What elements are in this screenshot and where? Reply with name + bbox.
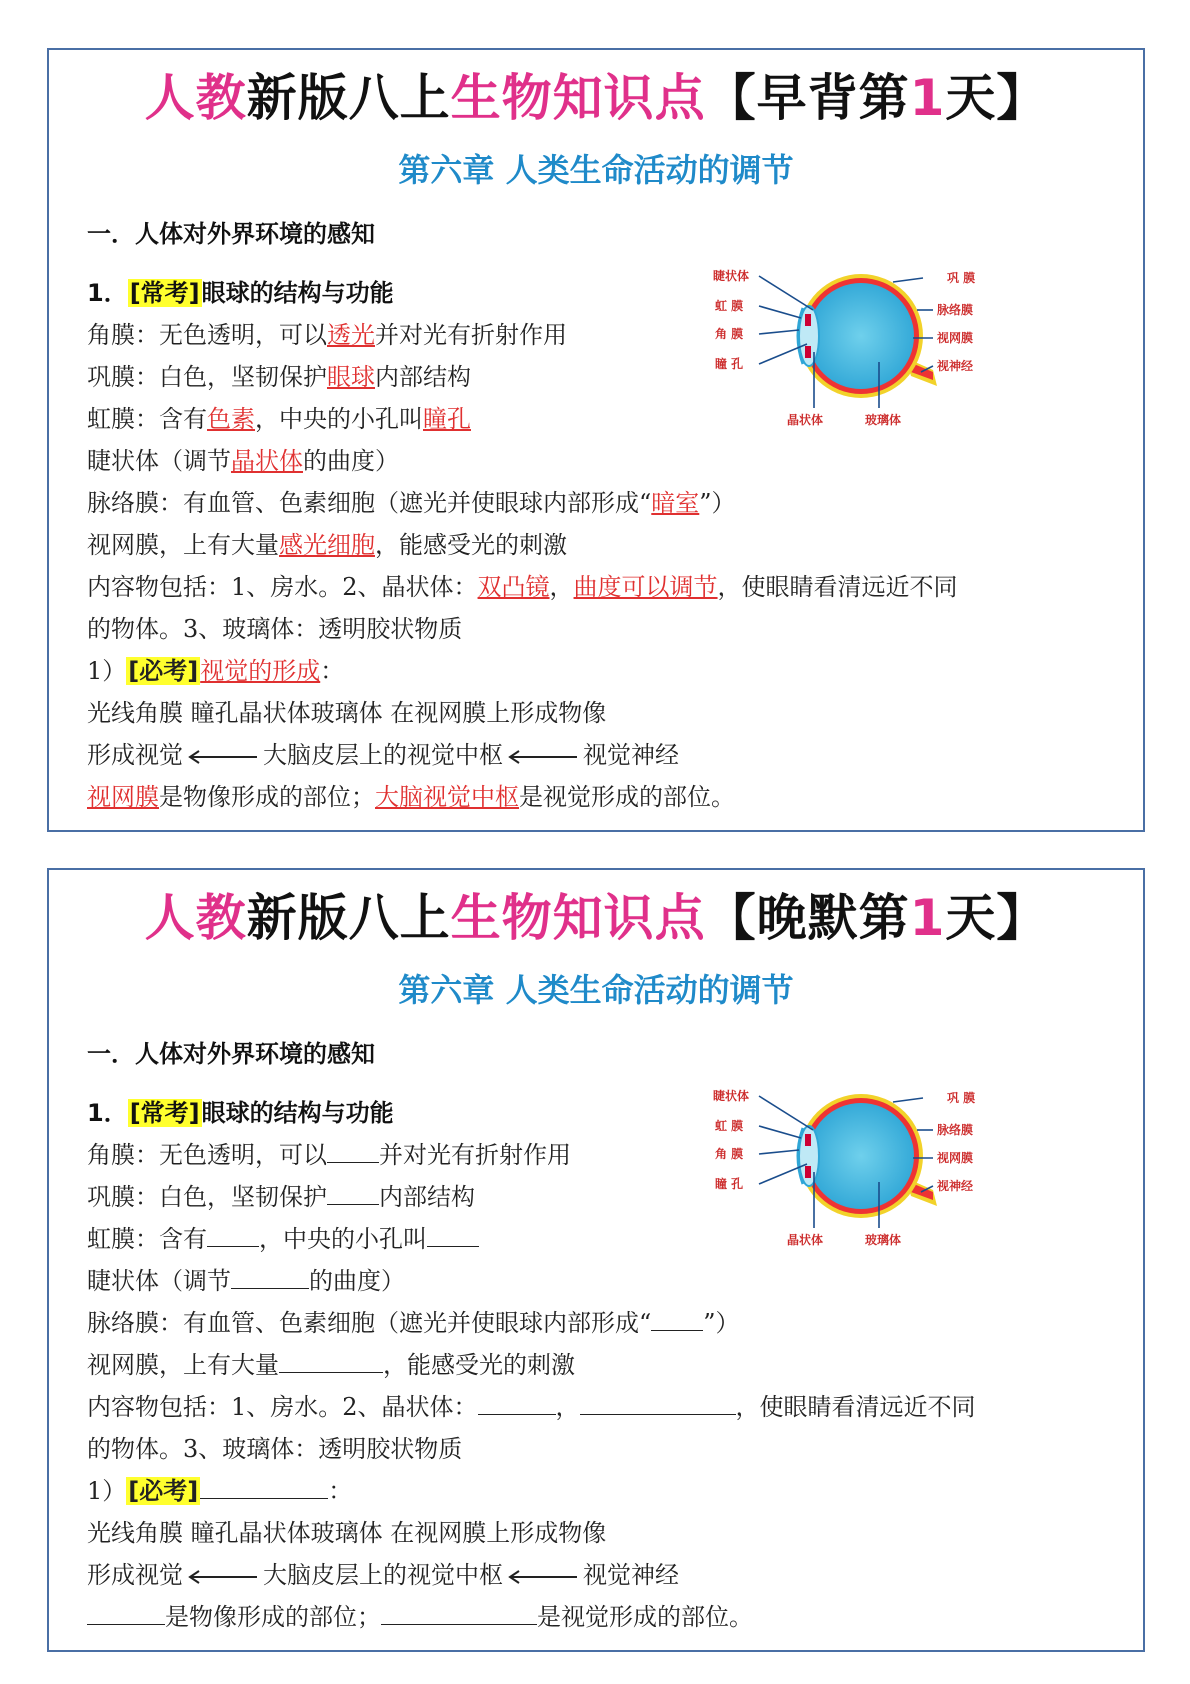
line-cornea	[87, 314, 1123, 356]
line-retina	[87, 524, 1123, 566]
evening-card	[47, 868, 1145, 1652]
answer: 视觉的形成	[200, 657, 321, 685]
text: ，	[555, 1393, 580, 1421]
answer: 晶状体	[231, 447, 303, 475]
text: 1）	[87, 657, 127, 685]
answer: 双凸镜	[477, 573, 550, 601]
answer-blank[interactable]	[651, 1308, 703, 1331]
label-ciliary: 睫状体	[713, 1089, 750, 1103]
left-arrow-icon	[507, 1570, 579, 1584]
text: 内容物包括：1、房水。2、晶状体：	[87, 1393, 478, 1421]
title-part: 生物知识点	[450, 69, 706, 127]
chapter-subtitle: 第六章 人类生命活动的调节	[398, 971, 794, 1009]
line-vision-path	[87, 1554, 1123, 1596]
left-arrow-icon	[187, 750, 259, 764]
text: 1．	[87, 1099, 128, 1127]
label-cornea: 角 膜	[715, 1147, 744, 1161]
text: 虹膜：含有	[87, 1225, 207, 1253]
answer-blank[interactable]	[427, 1224, 479, 1247]
label-sclera: 巩 膜	[947, 271, 976, 285]
line-vision-path	[87, 734, 1123, 776]
line-contents-cont: 的物体。3、玻璃体：透明胶状物质	[87, 1435, 463, 1463]
answer: 眼球	[327, 363, 375, 391]
left-arrow-icon	[187, 1570, 259, 1584]
text: 视网膜，上有大量	[87, 1351, 279, 1379]
text: ，中央的小孔叫	[259, 1225, 427, 1253]
morning-card	[47, 48, 1145, 832]
answer: 大脑视觉中枢	[375, 783, 519, 811]
text: 并对光有折射作用	[375, 321, 567, 349]
text: 视觉神经	[583, 741, 679, 769]
text: 内容物包括：1、房水。2、晶状体：	[87, 573, 478, 601]
chapter-subtitle: 第六章 人类生命活动的调节	[398, 151, 794, 189]
answer-blank[interactable]	[327, 1182, 379, 1205]
text: 眼球的结构与功能	[201, 279, 394, 307]
tag-highlight: [常考]	[129, 279, 200, 307]
line-contents	[87, 1386, 1123, 1428]
text: ，	[549, 573, 574, 601]
title-part: 人教	[144, 889, 247, 947]
title-part: 新版八上	[246, 889, 451, 947]
content-lines	[87, 272, 1123, 818]
label-iris: 虹 膜	[715, 299, 744, 313]
answer-blank[interactable]	[327, 1140, 379, 1163]
line-contents	[87, 566, 1123, 608]
text: 的曲度）	[309, 1267, 405, 1295]
text: 是视觉形成的部位。	[519, 783, 735, 811]
line-iris	[87, 398, 1123, 440]
line-retina	[87, 1344, 1123, 1386]
line-contents-cont: 的物体。3、玻璃体：透明胶状物质	[87, 615, 463, 643]
text: 睫状体（调节	[87, 1267, 231, 1295]
title-part: 生物知识点	[450, 889, 706, 947]
tag-highlight: [必考]	[128, 657, 199, 685]
section-heading: 一．人体对外界环境的感知	[87, 220, 375, 248]
title-part: 人教	[144, 69, 247, 127]
content-lines	[87, 1092, 1123, 1638]
label-optic-nerve: 视神经	[937, 359, 974, 373]
text: 大脑皮层上的视觉中枢	[263, 741, 503, 769]
answer-blank[interactable]	[200, 1476, 328, 1499]
answer: 色素	[207, 405, 255, 433]
line-cornea	[87, 1134, 1123, 1176]
title-part: 【晚默第	[705, 889, 910, 947]
text: 巩膜：白色，坚韧保护	[87, 363, 327, 391]
text: ，能感受光的刺激	[383, 1351, 575, 1379]
line-summary	[87, 776, 1123, 818]
answer: 视网膜	[87, 783, 159, 811]
answer-blank[interactable]	[478, 1392, 556, 1415]
text: 角膜：无色透明，可以	[87, 321, 327, 349]
text: 是物像形成的部位；	[159, 783, 375, 811]
text: 脉络膜：有血管、色素细胞（遮光并使眼球内部形成“	[87, 489, 652, 517]
card-title	[49, 66, 1143, 130]
label-sclera: 巩 膜	[947, 1091, 976, 1105]
question-heading	[87, 1092, 1123, 1134]
label-ciliary: 睫状体	[713, 269, 750, 283]
text: 并对光有折射作用	[379, 1141, 571, 1169]
line-vision-heading	[87, 650, 1123, 692]
title-part: 新版八上	[246, 69, 451, 127]
text: ：	[320, 657, 345, 685]
label-pupil: 瞳 孔	[715, 357, 744, 371]
title-part: 【早背第	[705, 69, 910, 127]
answer-blank[interactable]	[279, 1350, 383, 1373]
card-title	[49, 886, 1143, 950]
title-part: 天】	[945, 69, 1048, 127]
label-vitreous: 玻璃体	[865, 1233, 902, 1247]
text: 视网膜，上有大量	[87, 531, 279, 559]
line-ciliary	[87, 440, 1123, 482]
text: ”）	[699, 489, 736, 517]
title-part: 1	[909, 889, 946, 947]
line-light-path: 光线角膜 瞳孔晶状体玻璃体 在视网膜上形成物像	[87, 1519, 607, 1547]
answer-blank[interactable]	[87, 1602, 165, 1625]
label-lens: 晶状体	[787, 413, 824, 427]
answer: 透光	[327, 321, 375, 349]
text: 大脑皮层上的视觉中枢	[263, 1561, 503, 1589]
text: 视觉神经	[583, 1561, 679, 1589]
text: ，使眼睛看清远近不同	[717, 573, 958, 601]
label-retina: 视网膜	[937, 331, 974, 345]
line-iris	[87, 1218, 1123, 1260]
answer-blank[interactable]	[381, 1602, 537, 1625]
line-summary	[87, 1596, 1123, 1638]
text: ，能感受光的刺激	[375, 531, 567, 559]
label-pupil: 瞳 孔	[715, 1177, 744, 1191]
line-ciliary	[87, 1260, 1123, 1302]
answer: 感光细胞	[279, 531, 375, 559]
answer-blank[interactable]	[231, 1266, 309, 1289]
text: ”）	[703, 1309, 740, 1337]
answer: 瞳孔	[423, 405, 471, 433]
label-lens: 晶状体	[787, 1233, 824, 1247]
label-iris: 虹 膜	[715, 1119, 744, 1133]
text: 角膜：无色透明，可以	[87, 1141, 327, 1169]
label-choroid: 脉络膜	[937, 1123, 974, 1137]
answer-blank[interactable]	[207, 1224, 259, 1247]
section-heading: 一．人体对外界环境的感知	[87, 1040, 375, 1068]
text: 是视觉形成的部位。	[537, 1603, 753, 1631]
text: ，中央的小孔叫	[255, 405, 423, 433]
text: 眼球的结构与功能	[201, 1099, 394, 1127]
label-retina: 视网膜	[937, 1151, 974, 1165]
title-part: 天】	[945, 889, 1048, 947]
text: 形成视觉	[87, 741, 183, 769]
line-choroid	[87, 1302, 1123, 1344]
label-choroid: 脉络膜	[937, 303, 974, 317]
line-vision-heading	[87, 1470, 1123, 1512]
label-optic-nerve: 视神经	[937, 1179, 974, 1193]
text: 睫状体（调节	[87, 447, 231, 475]
text: 1．	[87, 279, 128, 307]
line-sclera	[87, 356, 1123, 398]
text: 内部结构	[379, 1183, 475, 1211]
question-heading	[87, 272, 1123, 314]
text: 虹膜：含有	[87, 405, 207, 433]
line-light-path: 光线角膜 瞳孔晶状体玻璃体 在视网膜上形成物像	[87, 699, 607, 727]
answer: 暗室	[651, 489, 700, 517]
label-cornea: 角 膜	[715, 327, 744, 341]
text: 脉络膜：有血管、色素细胞（遮光并使眼球内部形成“	[87, 1309, 652, 1337]
text: 内部结构	[375, 363, 471, 391]
tag-highlight: [必考]	[128, 1477, 199, 1505]
answer-blank[interactable]	[580, 1392, 736, 1415]
left-arrow-icon	[507, 750, 579, 764]
text: ，使眼睛看清远近不同	[735, 1393, 976, 1421]
text: 巩膜：白色，坚韧保护	[87, 1183, 327, 1211]
text: ：	[328, 1477, 353, 1505]
label-vitreous: 玻璃体	[865, 413, 902, 427]
text: 形成视觉	[87, 1561, 183, 1589]
title-part: 1	[909, 69, 946, 127]
line-choroid	[87, 482, 1123, 524]
tag-highlight: [常考]	[129, 1099, 200, 1127]
text: 的曲度）	[303, 447, 399, 475]
text: 是物像形成的部位；	[165, 1603, 381, 1631]
text: 1）	[87, 1477, 127, 1505]
answer: 曲度可以调节	[573, 573, 718, 601]
line-sclera	[87, 1176, 1123, 1218]
